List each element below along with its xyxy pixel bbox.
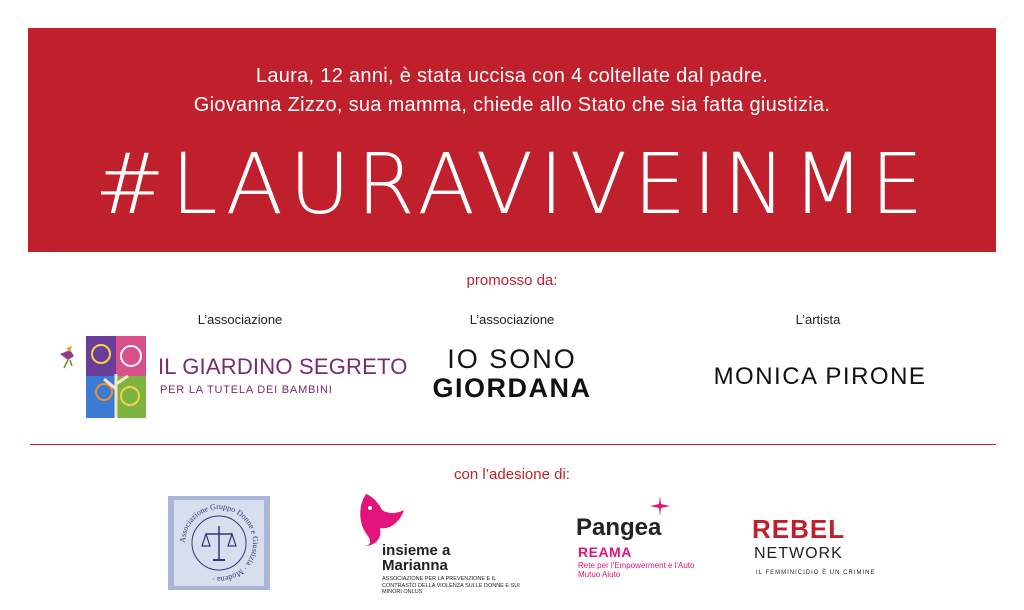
giardino-subtitle: PER LA TUTELA DEI BAMBINI bbox=[160, 384, 333, 396]
giardino-title: IL GIARDINO SEGRETO bbox=[158, 354, 408, 379]
giardino-segreto-logo bbox=[56, 334, 408, 420]
marianna-line-2: Marianna bbox=[382, 557, 448, 574]
banner-line-1: Laura, 12 anni, è stata uccisa con 4 coltellate dal padre. bbox=[255, 65, 769, 87]
giordana-line-1: IO SONO bbox=[447, 344, 577, 374]
reama-description: Rete per l'Empowerment e l'Auto Mutuo Aiuto bbox=[578, 561, 695, 579]
promoter-2-label: L’associazione bbox=[469, 312, 555, 327]
banner-line-2: Giovanna Zizzo, sua mamma, chiede allo Stato che sia fatta giustizia. bbox=[193, 94, 831, 116]
campaign-hashtag: #LAURAVIVEINME bbox=[94, 135, 930, 233]
pangea-title: Pangea bbox=[576, 514, 662, 541]
tree-icon bbox=[56, 334, 156, 420]
rebel-title: REBEL bbox=[752, 514, 846, 544]
io-sono-giordana-logo bbox=[412, 344, 612, 404]
promoted-by-heading: promosso da: bbox=[466, 272, 558, 289]
promoter-1-label: L’associazione bbox=[197, 312, 283, 327]
campaign-banner bbox=[28, 28, 996, 252]
star-icon bbox=[650, 496, 670, 516]
reama-title: REAMA bbox=[578, 544, 632, 560]
promoter-3-label: L’artista bbox=[795, 312, 841, 327]
supported-by-heading: con l’adesione di: bbox=[454, 466, 570, 483]
marianna-description: ASSOCIAZIONE PER LA PREVENZIONE E IL CONTRASTO DELLA VIOLENZA SULLE DONNE E SUI MINORI ONLUS bbox=[382, 576, 520, 595]
giordana-line-2: GIORDANA bbox=[432, 373, 592, 403]
svg-text:Associazione Gruppo Donne e Gi: Associazione Gruppo Donne e Giustizia · Modena · bbox=[177, 501, 261, 585]
dove-icon bbox=[356, 490, 386, 546]
network-title: NETWORK bbox=[754, 545, 843, 562]
marianna-line-1: insieme a bbox=[382, 542, 451, 559]
gruppo-donne-giustizia-logo bbox=[168, 496, 270, 590]
monica-pirone-name: MONICA PIRONE bbox=[713, 363, 927, 390]
rebel-description: IL FEMMINICIDIO È UN CRIMINE bbox=[756, 570, 876, 576]
section-divider bbox=[30, 444, 996, 445]
